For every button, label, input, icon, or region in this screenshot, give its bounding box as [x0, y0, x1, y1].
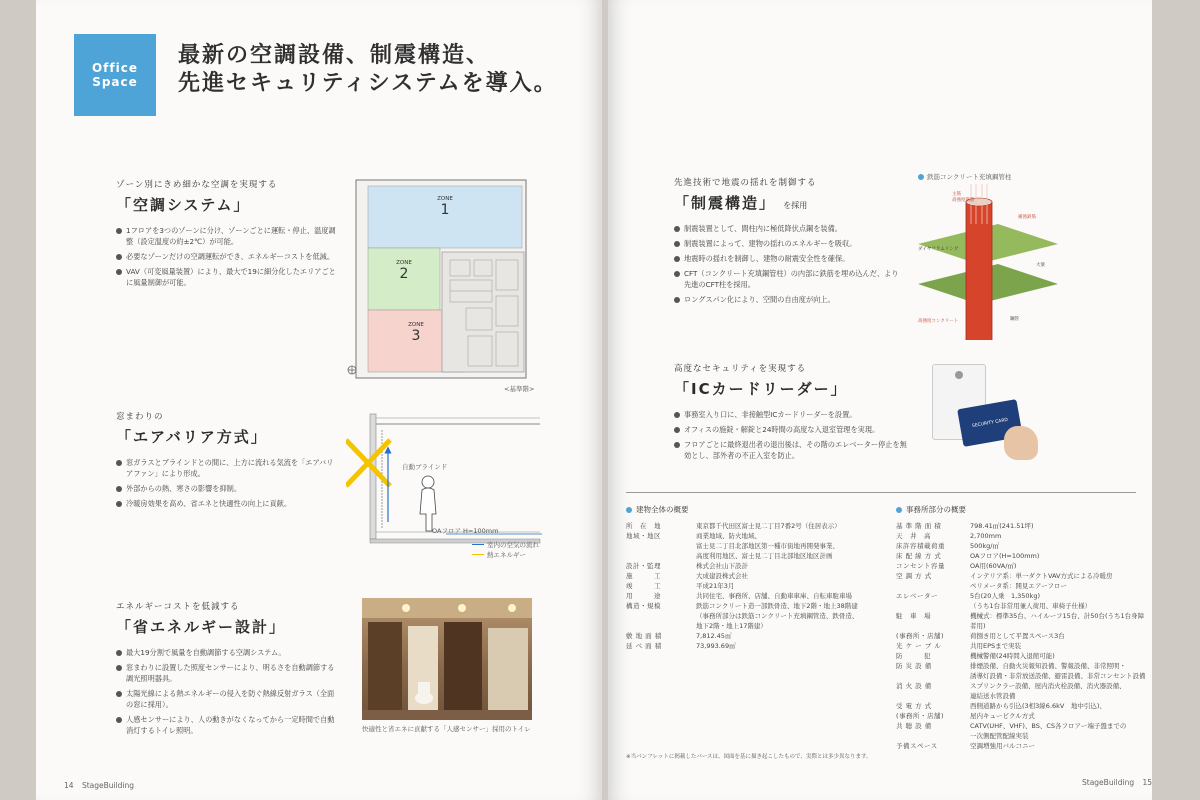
label-reinforcing-rebar: 補強鉄筋: [1018, 215, 1036, 220]
spec-key: [626, 621, 696, 631]
spec-key: コンセント容量: [896, 562, 945, 570]
spec-key: 防 犯: [896, 652, 931, 660]
table-row: [896, 691, 1146, 701]
spec-key: 空 調 方 式: [896, 572, 932, 580]
reader-indicator-icon: [955, 371, 963, 379]
spec-key: 地域・地区: [626, 532, 661, 540]
spec-value: 株式会社山下設計: [696, 562, 748, 570]
list-item: 太陽光線による熱エネルギーの侵入を防ぐ熱線反射ガラス（全面の窓に採用）。: [116, 688, 338, 710]
building-overview: [626, 504, 882, 651]
list-item: 最大19分割で風量を自動調節する空調システム。: [116, 647, 338, 658]
legend-air-swatch: [472, 544, 484, 546]
list-item: VAV（可変風量装置）により、最大で19に細分化したエリアごとに風量制御が可能。: [116, 266, 336, 288]
table-row: [626, 611, 882, 621]
spec-value: 大成建設株式会社: [696, 572, 748, 580]
label-shukin: 主筋: [952, 192, 961, 197]
table-row: [896, 531, 1146, 541]
spec-value: 鉄筋コンクリート造一部鉄骨造、地下2階・地上38階建: [696, 602, 858, 610]
headline-line-2: 先進セキュリティシステムを導入。: [178, 71, 558, 96]
seismic-section: [674, 176, 904, 309]
zone-1-number: 1: [440, 202, 450, 218]
page-headline: [178, 42, 598, 98]
table-row: [896, 661, 1146, 671]
spec-key: 光 ケ ー ブ ル: [896, 642, 942, 650]
office-spec-table: [896, 521, 1146, 751]
hvac-kicker: ゾーン別にきめ細かな空調を実現する: [116, 180, 278, 190]
spec-value: ペリメータ系：開見エアーフロー: [970, 582, 1067, 590]
list-item: オフィスの施錠・解錠と24時間の高度な入退室管理を実現。: [674, 424, 910, 435]
spec-key: 延 べ 面 積: [626, 642, 662, 650]
spec-value: OA用(60VA/㎡): [970, 562, 1017, 570]
list-item: 制震装置によって、建物の揺れのエネルギーを吸収。: [674, 238, 904, 249]
seismic-title-row: [674, 192, 904, 213]
table-row: [896, 721, 1146, 731]
hvac-section: [116, 178, 336, 292]
table-row: [626, 591, 882, 601]
zone-3-label: [368, 322, 464, 344]
spec-value: 平成21年3月: [696, 582, 735, 590]
left-brand: StageBuilding: [81, 781, 135, 790]
spec-value: 東京都千代田区富士見二丁目7番2号（住居表示）: [696, 522, 841, 530]
airbarrier-diagram: [346, 410, 542, 570]
legend-heat-swatch: [472, 554, 484, 556]
spec-value: CATV(UHF、VHF)、BS、CS各フロアー端子盤までの: [970, 722, 1127, 730]
spec-key: 所 在 地: [626, 522, 661, 530]
table-row: [626, 631, 882, 641]
list-item: フロアごとに最終退出者の退出後は、その階のエレベーター停止を無効とし、部外者の不正入室を防止。: [674, 439, 910, 461]
zone-3-number: 3: [411, 328, 421, 344]
floor-plan: [346, 176, 536, 386]
table-row: [896, 651, 1146, 661]
left-page-number: 14: [64, 781, 74, 790]
list-item: 必要なゾーンだけの空調運転ができ、エネルギーコストを低減。: [116, 251, 336, 262]
seismic-title: 「制震構造」: [674, 194, 777, 212]
table-row: [896, 611, 1146, 631]
table-row: [896, 591, 1146, 601]
spec-value: 500kg/㎡: [970, 542, 999, 550]
seismic-bullets: [674, 223, 904, 305]
airbarrier-title: 「エアバリア方式」: [116, 428, 268, 446]
bullet-icon: [918, 174, 924, 180]
spec-value: 富士見二丁目北部地区第一種市街地再開発事業、: [696, 542, 839, 550]
spec-key: [896, 691, 970, 701]
list-item: 窓ガラスとブラインドとの間に、上方に流れる気流を「エアバリアファン」により形成。: [116, 457, 336, 479]
list-item: 窓まわりに設置した照度センサーにより、明るさを自動調節する調光照明器具。: [116, 662, 338, 684]
spec-value: OAフロア(H=100mm): [970, 552, 1040, 560]
spec-value: 2,700mm: [970, 532, 1002, 540]
airbarrier-kicker: 窓まわりの: [116, 412, 164, 422]
table-row: [896, 581, 1146, 591]
spec-value: スプリンクラー設備、屋内消火栓設備、消火器設備、: [970, 682, 1126, 690]
table-row: [896, 711, 1146, 721]
airbarrier-bullets: [116, 457, 336, 509]
spec-key: [896, 581, 970, 591]
badge-line-2: Space: [92, 75, 138, 89]
toilet-caption: 快適性と省エネに貢献する「人感センサー」採用のトイレ: [362, 725, 531, 733]
zone-3-caption: ZONE: [408, 322, 424, 328]
spec-key: 設計・監理: [626, 562, 661, 570]
spec-key: 構造・規模: [626, 602, 661, 610]
table-row: [896, 681, 1146, 691]
spec-value: 荷捌き用として平置スペース3台: [970, 632, 1065, 640]
energy-bullets: [116, 647, 338, 736]
right-brand: StageBuilding: [1082, 778, 1135, 787]
list-item: 地震時の揺れを制御し、建物の耐震安全性を確保。: [674, 253, 904, 264]
spec-value: 機械警備(24時間入退館可能): [970, 652, 1055, 660]
list-item: 事務室入り口に、非接触型ICカードリーダーを設置。: [674, 409, 910, 420]
plan-caption: <基準階>: [504, 385, 535, 393]
table-row: [896, 551, 1146, 561]
spec-value: インテリア系：単一ダクトVAV方式による冷暖房: [970, 572, 1113, 580]
table-row: [626, 551, 882, 561]
energy-kicker: エネルギーコストを低減する: [116, 602, 240, 612]
spec-key: 敷 地 面 積: [626, 632, 662, 640]
spec-key: 受 電 方 式: [896, 702, 932, 710]
spec-key: エレベーター: [896, 592, 938, 600]
table-row: [626, 581, 882, 591]
spec-divider: [626, 492, 1136, 493]
spec-value: 798.41㎡(241.51坪): [970, 522, 1034, 530]
list-item: 1フロアを3つのゾーンに分け、ゾーンごとに運転・停止、温度調整（設定温度の約±2℃）が可能。: [116, 225, 336, 247]
label-high-strength-rebar: 高強度鉄筋: [952, 198, 975, 203]
table-row: [896, 571, 1146, 581]
spec-value: 7,812.45㎡: [696, 632, 732, 640]
spec-key: 竣 工: [626, 582, 661, 590]
office-spec: [896, 504, 1146, 751]
energy-section: [116, 600, 338, 740]
table-row: [896, 561, 1146, 571]
zone-1-label: [368, 196, 522, 218]
cft-diagram-title: 鉄筋コンクリート充填鋼管柱: [927, 173, 1012, 181]
legend-air-label: 室内の空気の流れ: [487, 541, 539, 549]
spec-key: [896, 731, 970, 741]
table-row: [626, 601, 882, 611]
table-row: [896, 631, 1146, 641]
spec-key: [626, 541, 696, 551]
table-row: [626, 541, 882, 551]
spec-key: [896, 601, 970, 611]
spec-value: 5台(20人乗 1,350kg): [970, 592, 1040, 600]
spec-key: 共 聴 設 備: [896, 722, 932, 730]
seismic-title-suffix: を採用: [783, 201, 808, 210]
spec-value: 地下2階・地上17階建）: [696, 622, 767, 630]
table-row: [626, 621, 882, 631]
spec-key: [896, 671, 970, 681]
overview-table: [626, 521, 882, 651]
spec-value: 空調増強用バルコニー: [970, 742, 1035, 750]
security-card-text: SECURITY CARD: [971, 417, 1009, 429]
spec-key: 施 工: [626, 572, 661, 580]
seismic-kicker: 先進技術で地震の揺れを制御する: [674, 178, 817, 188]
list-item: 外部からの熱、寒さの影響を抑制。: [116, 483, 336, 494]
spec-value: 排煙設備、自動火災報知設備、警報設備、非常照明・: [970, 662, 1126, 670]
table-row: [626, 641, 882, 651]
spec-value: 誘導灯設備・非常放送設備、避雷設備、非常コンセント設備: [970, 672, 1146, 680]
spec-key: 消 火 設 備: [896, 682, 932, 690]
hvac-title: 「空調システム」: [116, 196, 251, 214]
table-row: [896, 671, 1146, 681]
spec-value: 商業地域、防火地域、: [696, 532, 761, 540]
table-row: [896, 601, 1146, 611]
list-item: ロングスパン化により、空間の自由度が向上。: [674, 294, 904, 305]
oa-floor-label: OAフロア H=100mm: [432, 527, 499, 535]
energy-title: 「省エネルギー設計」: [116, 618, 287, 636]
headline-line-1: 最新の空調設備、制震構造、: [178, 43, 491, 68]
toilet-photo: [362, 598, 532, 720]
legend-air: [472, 540, 539, 549]
spec-value: 共同住宅、事務所、店舗、自動車車庫、自転車駐車場: [696, 592, 852, 600]
spec-value: 共用EPSまで実装: [970, 642, 1022, 650]
spec-key: 基 準 階 面 積: [896, 522, 942, 530]
spec-key: (事務所・店舗): [896, 712, 945, 720]
spec-value: （事務所部分は鉄筋コンクリート充填鋼管造、鉄骨造、: [696, 612, 859, 620]
table-row: [626, 571, 882, 581]
zone-2-label: [368, 260, 440, 282]
left-page-footer: [64, 781, 134, 790]
right-page-footer: [1082, 778, 1152, 787]
spec-value: 連結送水管設備: [970, 692, 1016, 700]
spec-value: （うち1台非常用兼人荷用、車椅子仕様）: [970, 602, 1092, 610]
list-item: 制震装置として、間柱内に極低降伏点鋼を装備。: [674, 223, 904, 234]
label-main-rebar: [952, 192, 975, 204]
cft-diagram-heading: [918, 172, 1058, 181]
zone-1-caption: ZONE: [437, 196, 453, 202]
pamphlet-note: ※当パンフレットに掲載したパースは、図面を基に描き起こしたもので、実際とは多少異なります。: [626, 754, 872, 760]
spec-key: 天 井 高: [896, 532, 931, 540]
spec-key: 用 途: [626, 592, 661, 600]
spec-key: 予備スペース: [896, 742, 938, 750]
spec-key: (事務所・店舗): [896, 632, 945, 640]
right-page-number: 15: [1142, 778, 1153, 787]
zone-2-caption: ZONE: [396, 260, 412, 266]
label-beam: 大梁: [1036, 263, 1045, 268]
table-row: [896, 521, 1146, 531]
spec-value: 西側道路から引込(3相3線6.6kV 地中引込)、: [970, 702, 1106, 710]
spec-key: [626, 551, 696, 561]
ic-card-image: [924, 364, 1040, 462]
badge-line-1: Office: [91, 61, 138, 75]
airbarrier-section: [116, 410, 336, 513]
spec-key: 駐 車 場: [896, 612, 931, 620]
zone-2-number: 2: [399, 266, 409, 282]
office-space-badge: [74, 34, 156, 116]
legend-heat: [472, 550, 526, 559]
table-row: [896, 731, 1146, 741]
cft-column-diagram: [918, 172, 1058, 340]
spec-value: 屋内キュービクル方式: [970, 712, 1035, 720]
spec-key: 床許容積載荷重: [896, 542, 945, 550]
table-row: [896, 701, 1146, 711]
label-concrete: 高強度コンクリート: [918, 319, 959, 324]
security-section: [674, 362, 910, 465]
spec-value: 一次側配管配線実装: [970, 732, 1029, 740]
table-row: [896, 641, 1146, 651]
spec-key: 防 災 設 備: [896, 662, 932, 670]
spec-value: 機械式：標準35台、ハイルーフ15台、計50台(うち1台身障者用): [970, 612, 1145, 630]
security-bullets: [674, 409, 910, 461]
table-row: [896, 541, 1146, 551]
legend-heat-label: 熱エネルギー: [487, 551, 526, 559]
table-row: [626, 531, 882, 541]
table-row: [626, 561, 882, 571]
table-row: [896, 741, 1146, 751]
hand-image: [1004, 426, 1038, 460]
security-title: 「ICカードリーダー」: [674, 380, 848, 398]
table-row: [626, 521, 882, 531]
office-spec-heading: 事務所部分の概要: [896, 504, 1146, 515]
blind-label: 自動ブラインド: [402, 463, 448, 471]
spec-value: 高度利用地区、富士見二丁目北部地区地区計画: [696, 552, 833, 560]
label-diaphragm: ダイヤフラムリング: [918, 247, 959, 252]
hvac-bullets: [116, 225, 336, 288]
label-steel-pipe: 鋼管: [1010, 317, 1019, 322]
spec-key: [626, 611, 696, 621]
overview-heading: 建物全体の概要: [626, 504, 882, 515]
security-kicker: 高度なセキュリティを実現する: [674, 364, 807, 374]
list-item: CFT（コンクリート充填鋼管柱）の内部に鉄筋を埋め込んだ、より先進のCFT柱を採用。: [674, 268, 904, 290]
list-item: 冷暖房効果を高め、省エネと快適性の向上に貢献。: [116, 498, 336, 509]
list-item: 人感センサーにより、人の動きがなくなってから一定時間で自動消灯するトイレ照明。: [116, 714, 338, 736]
spec-value: 73,993.69㎡: [696, 642, 736, 650]
spec-key: 床 配 線 方 式: [896, 552, 942, 560]
